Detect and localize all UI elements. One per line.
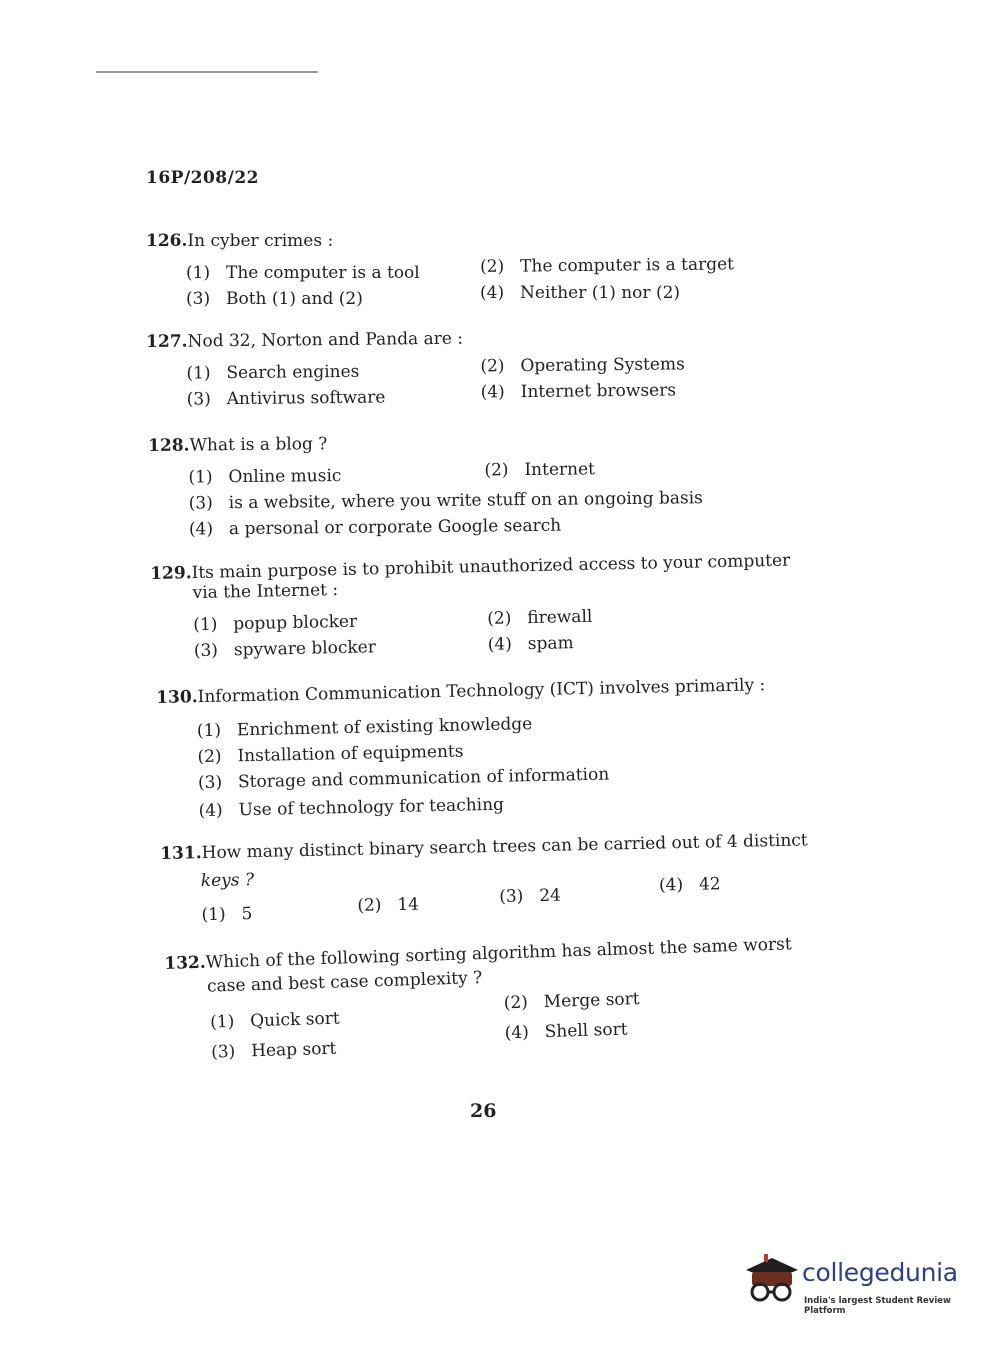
option-2: (2) Merge sort bbox=[503, 989, 640, 1014]
brand-tagline: India's largest Student Review Platform bbox=[804, 1296, 951, 1316]
option-2: (2) Installation of equipments bbox=[197, 741, 464, 768]
top-rule bbox=[96, 71, 318, 73]
question-127 bbox=[146, 324, 767, 410]
brand-name: collegedunia bbox=[802, 1258, 958, 1287]
option-1: (1) popup blocker bbox=[193, 611, 358, 636]
question-text: Nod 32, Norton and Panda are : bbox=[187, 328, 464, 352]
option-4: (4) 42 bbox=[658, 874, 721, 896]
question-text-continued: case and best case complexity ? bbox=[206, 968, 483, 997]
option-1: (1) The computer is a tool bbox=[186, 263, 420, 283]
option-4: (4) spam bbox=[487, 633, 574, 655]
question-129 bbox=[150, 549, 792, 672]
option-2: (2) 14 bbox=[357, 894, 420, 916]
option-3: (3) Antivirus software bbox=[186, 387, 386, 410]
option-2: (2) firewall bbox=[487, 606, 593, 629]
option-4: (4) Use of technology for teaching bbox=[198, 794, 505, 822]
question-number: 129. bbox=[150, 563, 192, 584]
option-1: (1) Quick sort bbox=[209, 1008, 340, 1033]
question-text-continued: via the Internet : bbox=[192, 580, 339, 604]
option-2: (2) Operating Systems bbox=[480, 354, 685, 377]
option-2: (2) Internet bbox=[484, 459, 596, 481]
question-text: Its main purpose is to prohibit unauthorized access to your computer bbox=[191, 550, 791, 584]
question-text: Information Communication Technology (ICT) involves primarily : bbox=[197, 675, 766, 708]
option-1: (1) Online music bbox=[188, 465, 342, 488]
option-3: (3) spyware blocker bbox=[193, 637, 377, 662]
question-text: What is a blog ? bbox=[189, 434, 328, 456]
option-1: (1) Search engines bbox=[186, 361, 360, 384]
paper-code: 16P/208/22 bbox=[146, 168, 260, 188]
option-4: (4) Internet browsers bbox=[480, 380, 677, 403]
question-text: Which of the following sorting algorithm has almost the same worst bbox=[205, 934, 792, 973]
option-3: (3) Storage and communication of information bbox=[197, 764, 610, 794]
option-3: (3) Both (1) and (2) bbox=[186, 289, 363, 309]
question-131 bbox=[160, 829, 808, 932]
option-4: (4) a personal or corporate Google search bbox=[188, 515, 562, 540]
question-number: 130. bbox=[156, 687, 198, 708]
question-130 bbox=[156, 673, 779, 822]
option-4: (4) Neither (1) nor (2) bbox=[480, 283, 681, 303]
question-number: 127. bbox=[146, 331, 188, 352]
question-text-continued: keys ? bbox=[200, 870, 255, 892]
collegedunia-watermark bbox=[742, 1252, 970, 1316]
option-4: (4) Shell sort bbox=[504, 1019, 628, 1044]
question-number: 131. bbox=[160, 843, 202, 864]
page-number: 26 bbox=[470, 1100, 497, 1122]
option-1: (1) 5 bbox=[201, 904, 253, 926]
option-2: (2) The computer is a target bbox=[480, 254, 735, 277]
option-3: (3) Heap sort bbox=[210, 1038, 337, 1063]
question-number: 126. bbox=[146, 231, 188, 251]
question-128 bbox=[148, 428, 769, 540]
option-3: (3) is a website, where you write stuff on an ongoing basis bbox=[188, 488, 703, 514]
question-number: 128. bbox=[148, 435, 190, 456]
mascot-icon bbox=[742, 1252, 800, 1310]
question-text: How many distinct binary search trees can be carried out of 4 distinct bbox=[201, 830, 808, 864]
question-126 bbox=[146, 229, 766, 309]
question-number: 132. bbox=[164, 952, 207, 974]
option-3: (3) 24 bbox=[499, 885, 562, 907]
question-text: In cyber crimes : bbox=[187, 231, 334, 251]
option-1: (1) Enrichment of existing knowledge bbox=[196, 714, 533, 742]
question-132 bbox=[164, 932, 807, 1062]
